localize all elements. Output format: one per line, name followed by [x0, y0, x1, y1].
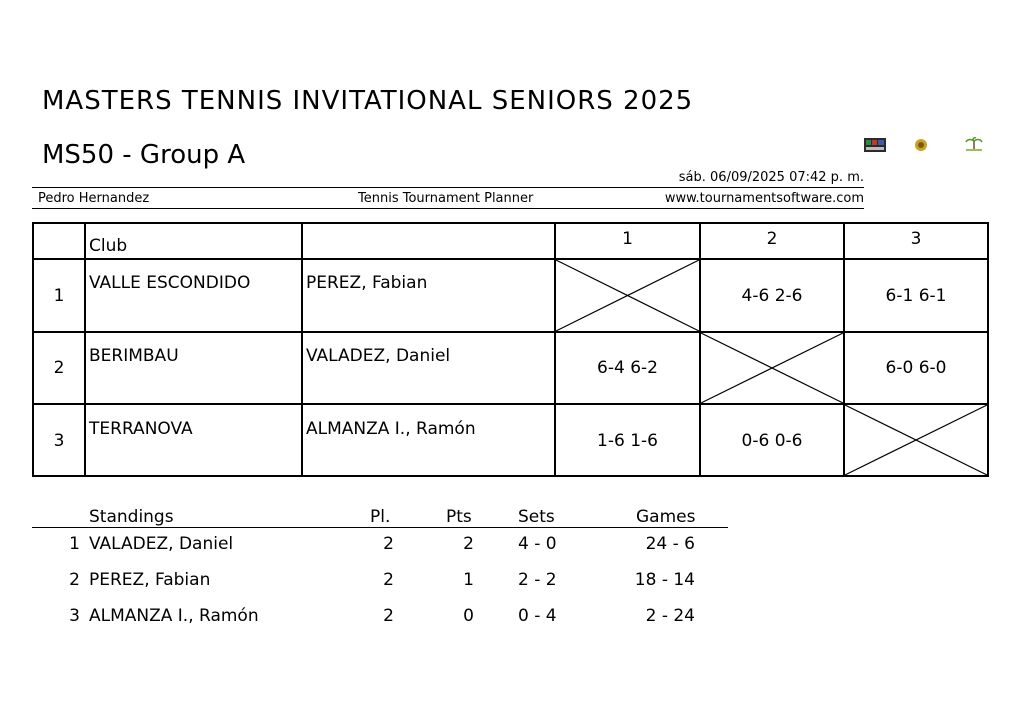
row-number: 1	[53, 286, 65, 306]
sponsor-logo-palm	[963, 137, 985, 153]
sponsor-logo-flag	[864, 138, 886, 152]
standings-sets: 0 - 4	[518, 606, 557, 626]
standings-games: 18 - 14	[634, 570, 695, 590]
sponsor-logos	[864, 137, 989, 155]
column-number: 1	[622, 229, 633, 249]
standings-games: 24 - 6	[645, 534, 695, 554]
player-name[interactable]: VALADEZ, Daniel	[306, 346, 451, 366]
standings-header: Standings	[89, 507, 174, 527]
games-header: Games	[636, 507, 696, 527]
standings-played: 2	[383, 534, 394, 554]
match-score[interactable]: 6-0 6-0	[885, 358, 947, 378]
player-name[interactable]: PEREZ, Fabian	[306, 273, 428, 293]
standings-played: 2	[383, 570, 394, 590]
standings-sets: 4 - 0	[518, 534, 557, 554]
tournament-title: MASTERS TENNIS INVITATIONAL SENIORS 2025	[42, 86, 694, 116]
software-name: Tennis Tournament Planner	[358, 191, 534, 206]
row-number: 2	[53, 358, 65, 378]
standings-rank: 1	[69, 534, 80, 554]
points-header: Pts	[446, 507, 472, 527]
website-link[interactable]: www.tournamentsoftware.com	[664, 191, 864, 206]
standings-games: 2 - 24	[645, 606, 695, 626]
match-score[interactable]: 6-4 6-2	[597, 358, 658, 378]
standings-rank: 2	[69, 570, 80, 590]
player-name[interactable]: ALMANZA I., Ramón	[306, 419, 476, 439]
standings-points: 0	[463, 606, 474, 626]
print-datetime: sáb. 06/09/2025 07:42 p. m.	[678, 170, 864, 185]
row-number: 3	[53, 431, 65, 451]
club-name: TERRANOVA	[89, 419, 193, 439]
standings-points: 2	[463, 534, 474, 554]
standings-rule	[32, 527, 728, 528]
standings-rank: 3	[69, 606, 80, 626]
standings-player[interactable]: PEREZ, Fabian	[89, 570, 211, 590]
header-rule-top	[32, 187, 864, 188]
column-number: 3	[910, 229, 922, 249]
club-name: BERIMBAU	[89, 346, 179, 366]
played-header: Pl.	[370, 507, 391, 527]
sets-header: Sets	[518, 507, 555, 527]
referee-name: Pedro Hernandez	[38, 191, 150, 206]
standings-played: 2	[383, 606, 394, 626]
sponsor-logo-ball	[914, 138, 928, 152]
draw-title: MS50 - Group A	[42, 140, 246, 170]
match-score[interactable]: 6-1 6-1	[885, 286, 947, 306]
column-number: 2	[766, 229, 778, 249]
standings-player[interactable]: VALADEZ, Daniel	[89, 534, 234, 554]
match-score[interactable]: 1-6 1-6	[597, 431, 658, 451]
match-score[interactable]: 0-6 0-6	[741, 431, 803, 451]
club-name: VALLE ESCONDIDO	[89, 273, 251, 293]
standings-points: 1	[463, 570, 474, 590]
header-rule-bottom	[32, 208, 864, 209]
standings-player[interactable]: ALMANZA I., Ramón	[89, 606, 259, 626]
club-column-header: Club	[89, 236, 128, 256]
standings-sets: 2 - 2	[518, 570, 557, 590]
match-score[interactable]: 4-6 2-6	[741, 286, 803, 306]
group-table	[32, 222, 989, 477]
